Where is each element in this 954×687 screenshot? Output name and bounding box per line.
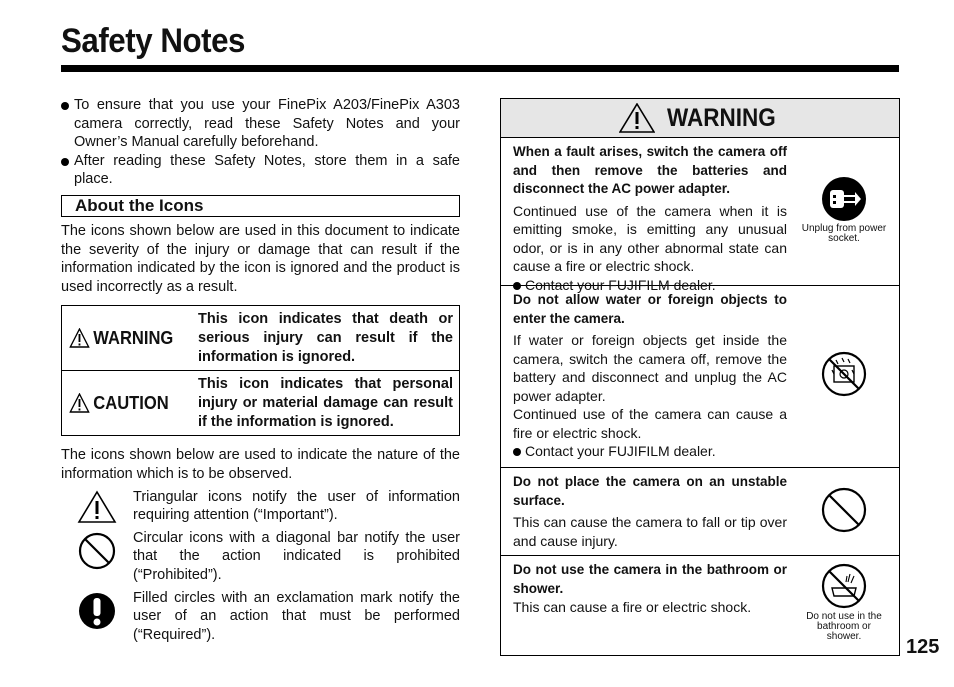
legend-row-warning <box>62 306 459 370</box>
about-icons-heading: About the Icons <box>61 195 460 217</box>
intro-bullet: After reading these Safety Notes, store them in a safe place. <box>61 152 460 189</box>
prohibited-icon <box>77 531 117 571</box>
icon-type-required: Filled circles with an exclamation mark notify the user of an action that must be performed (“Required”). <box>61 589 460 645</box>
page-number: 125 <box>906 636 940 658</box>
legend-label-caution: CAUTION <box>93 393 169 414</box>
warning-box <box>500 98 900 656</box>
unplug-icon <box>821 176 867 222</box>
icon-type-prohibited: Circular icons with a diagonal bar notify the user that the action indicated is prohibited (“Prohibited”). <box>61 529 460 585</box>
legend-row-caution <box>62 370 459 435</box>
left-column <box>61 96 460 644</box>
no-water-icon <box>820 350 868 398</box>
warning-section-water: Do not allow water or foreign objects to enter the camera. If water or foreign objects get inside the camera, switch the camera off, remove the battery and disconnect and unplug the AC power adapter. Continued use of the camera can cause a fire or electric shock. Contact your FUJIFILM dealer. <box>501 286 899 468</box>
title-rule <box>61 65 899 72</box>
icon-type-important: Triangular icons notify the user of information requiring attention (“Important”). <box>61 488 460 525</box>
nature-paragraph: The icons shown below are used to indicate the nature of the information which is to be observed. <box>61 447 460 482</box>
warning-triangle-icon <box>69 328 89 348</box>
bathroom-caption: Do not use in the bathroom or shower. <box>806 611 882 642</box>
caution-triangle-icon <box>69 393 89 413</box>
warning-triangle-icon <box>619 103 655 133</box>
prohibited-icon <box>820 486 868 534</box>
warning-heading: WARNING <box>666 103 776 132</box>
warning-header <box>501 99 899 138</box>
no-bathroom-icon <box>820 562 868 610</box>
legend-label-warning: WARNING <box>93 328 174 349</box>
warning-section-bathroom: Do not use the camera in the bathroom or shower. This can cause a fire or electric shock. Do not use in the bathroom or shower. <box>501 556 899 654</box>
required-icon <box>77 591 117 631</box>
intro-bullet: To ensure that you use your FinePix A203/FinePix A303 camera correctly, read these Safety Notes and your Owner’s Manual carefully beforehand. <box>61 96 460 152</box>
page-title: Safety Notes <box>61 22 245 60</box>
legend-desc-warning: This icon indicates that death or serious injury can result if the information is ignored. <box>198 310 453 365</box>
bullet-icon <box>513 448 521 456</box>
icon-legend <box>61 305 460 436</box>
bullet-icon <box>61 102 69 110</box>
bullet-icon <box>61 158 69 166</box>
warning-section-unstable: Do not place the camera on an unstable surface. This can cause the camera to fall or tip over and cause injury. <box>501 468 899 556</box>
unplug-caption: Unplug from power socket. <box>801 223 887 244</box>
about-icons-paragraph: The icons shown below are used in this document to indicate the severity of the injury or damage that can result if the information indicated by the icon is ignored and the product is used incorrectly as a result. <box>61 222 460 295</box>
triangle-icon <box>77 490 117 524</box>
legend-desc-caution: This icon indicates that personal injury or material damage can result if the information is ignored. <box>198 375 453 430</box>
warning-section-fault: When a fault arises, switch the camera off and then remove the batteries and disconnect the AC power adapter. Continued use of the camera when it is emitting smoke, is emitting any unusual odor, or is in any other abnormal state can cause a fire or electric shock. Contact your FUJIFILM dealer. Unplug from power socket. <box>501 138 899 286</box>
